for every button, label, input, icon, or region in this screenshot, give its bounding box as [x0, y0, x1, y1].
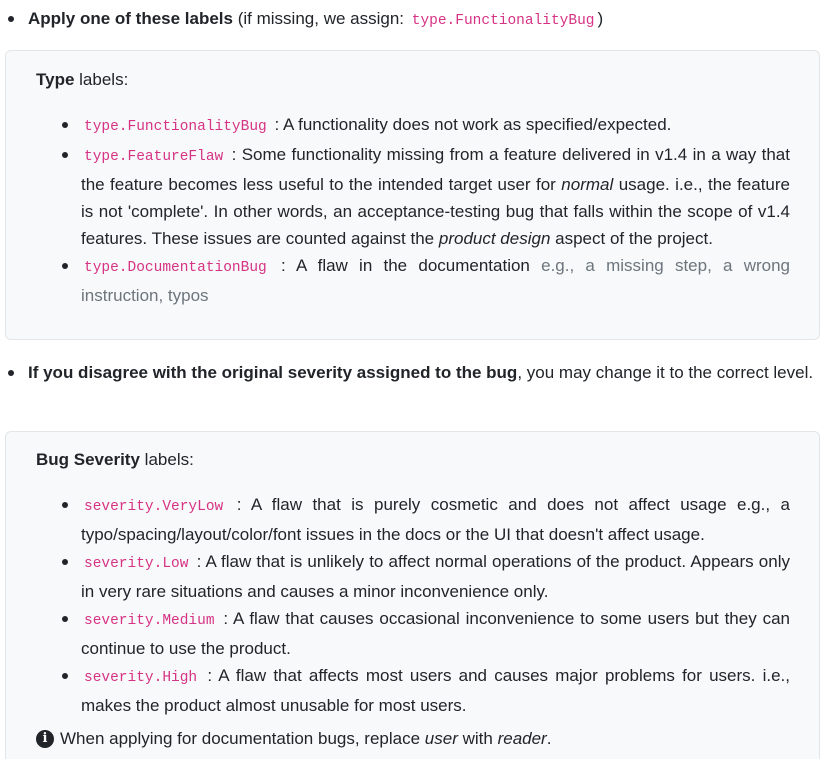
label-description: : A flaw that is unlikely to affect normal operations of the product. Appears only in very rare situations and causes a minor inconvenience only. [81, 552, 790, 601]
severity-bullet [0, 359, 828, 386]
label-description: : A flaw in the documentation [280, 256, 530, 275]
severity-labels-card [5, 431, 820, 759]
severity-labels-list [38, 491, 790, 719]
type-labels-title-bold: Type [36, 70, 75, 89]
note-text [60, 725, 551, 752]
label-description: usage. i.e., the feature is not 'complete'. In other words, an acceptance-testing bug that falls within the scope of v1.4 features. These issues are counted against the [81, 175, 790, 248]
documentation-note [36, 725, 551, 752]
severity-heading: If you disagree with the original severity assigned to the bug [28, 363, 518, 382]
label-code: type.FeatureFlaw [84, 149, 224, 165]
label-code: severity.Low [84, 556, 189, 572]
label-code: type.FunctionalityBug [84, 119, 267, 135]
label-code: severity.VeryLow [84, 499, 224, 515]
severity-heading-rest: , you may change it to the correct level. [517, 363, 814, 382]
list-item [38, 141, 790, 252]
apply-labels-paren-prefix: (if missing, we assign: [237, 9, 405, 28]
note-text-part: with [462, 729, 493, 748]
label-description: : A flaw that causes occasional inconvenience to some users but they can continue to use the product. [81, 609, 790, 658]
default-label-code: type.FunctionalityBug [411, 13, 595, 29]
type-labels-card [5, 50, 820, 340]
type-labels-list [38, 111, 790, 309]
type-labels-title-rest: labels: [79, 70, 129, 89]
label-description: : A functionality does not work as specified/expected. [274, 115, 672, 134]
emphasis-text: reader [497, 729, 547, 748]
emphasis-text: product design [438, 229, 551, 248]
note-text-part: When applying for documentation bugs, replace [60, 729, 421, 748]
muted-examples: e.g., a missing step, a wrong instruction, typos [81, 256, 791, 305]
apply-labels-paren-suffix: ) [597, 9, 604, 28]
label-description: : Some functionality missing from a feature delivered in v1.4 in a way that the feature becomes less useful to the intended target user for [81, 145, 790, 194]
label-description: : A flaw that is purely cosmetic and does not affect usage e.g., a typo/spacing/layout/color/font issues in the docs or the UI that doesn't affect usage. [81, 495, 790, 544]
note-text-part: . [546, 729, 552, 748]
list-item [38, 491, 790, 548]
list-item [38, 605, 790, 662]
label-description: aspect of the project. [555, 229, 713, 248]
list-item [38, 548, 790, 605]
list-item [38, 111, 790, 141]
emphasis-text: user [424, 729, 458, 748]
label-code: type.DocumentationBug [84, 260, 267, 276]
info-icon: i [36, 730, 54, 748]
type-labels-title [36, 66, 128, 93]
list-item [38, 662, 790, 719]
list-item [38, 252, 790, 309]
severity-labels-title [36, 446, 194, 473]
severity-labels-title-rest: labels: [144, 450, 194, 469]
severity-labels-title-bold: Bug Severity [36, 450, 140, 469]
emphasis-text: normal [561, 175, 614, 194]
apply-labels-heading: Apply one of these labels [28, 9, 233, 28]
label-description: : A flaw that affects most users and causes major problems for users. i.e., makes the product almost unusable for most users. [81, 666, 790, 715]
apply-labels-bullet [0, 5, 828, 35]
label-code: severity.Medium [84, 613, 215, 629]
label-code: severity.High [84, 670, 198, 686]
